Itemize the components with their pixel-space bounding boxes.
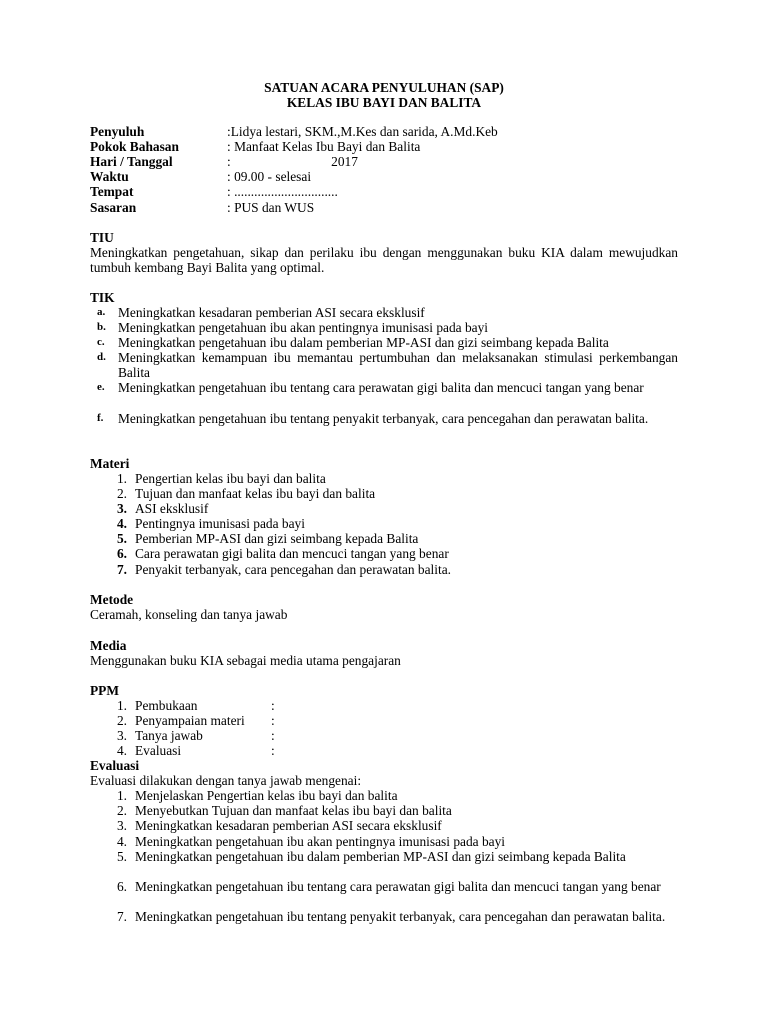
document-subtitle: KELAS IBU BAYI DAN BALITA [286,95,482,110]
list-marker: 6. [116,546,127,561]
list-item [97,380,678,395]
media-text: Menggunakan buku KIA sebagai media utama pengajaran [90,653,401,668]
list-marker: 1. [116,471,127,486]
evaluasi-intro: Evaluasi dilakukan dengan tanya jawab mengenai: [90,773,362,788]
list-item-text: Tanya jawab [135,728,203,743]
section-heading-ppm: PPM [90,683,119,698]
list-item-text: Tujuan dan manfaat kelas ibu bayi dan balita [135,486,376,501]
list-item [97,305,678,320]
meta-key-waktu: Waktu [90,169,129,184]
list-item [110,501,678,516]
list-item-text: Meningkatkan pengetahuan ibu akan pentingnya imunisasi pada bayi [135,834,506,849]
list-item-text: Penyampaian materi [135,713,245,728]
list-item-colon: : [271,698,275,713]
meta-key-hari-tanggal: Hari / Tanggal [90,154,173,169]
meta-key-tempat: Tempat [90,184,134,199]
list-item [110,803,678,818]
list-item [97,335,678,350]
meta-key-penyuluh: Penyuluh [90,124,145,139]
list-item [97,411,678,426]
list-item-text: Meningkatkan pengetahuan ibu tentang penyakit terbanyak, cara pencegahan dan perawatan balita. [118,411,649,426]
section-heading-materi: Materi [90,456,130,471]
meta-key-sasaran: Sasaran [90,200,137,215]
list-item-text: Meningkatkan pengetahuan ibu dalam pemberian MP-ASI dan gizi seimbang kepada Balita [118,335,609,350]
list-item [110,486,678,501]
section-heading-tiu: TIU [90,230,114,245]
list-item [97,350,678,380]
list-marker: 2. [116,486,127,501]
list-marker: e. [97,381,105,393]
tiu-text: Meningkatkan pengetahuan, sikap dan perilaku ibu dengan menggunakan buku KIA dalam mewujudkan tumbuh kembang Bayi Balita yang optimal. [90,245,678,275]
list-marker: d. [97,351,106,363]
list-item-text: Meningkatkan pengetahuan ibu tentang cara perawatan gigi balita dan mencuci tangan yang benar [118,380,644,395]
list-marker: 3. [116,501,127,516]
list-item-text: ASI eksklusif [135,501,209,516]
list-marker: 1. [116,788,127,803]
list-marker: 4. [116,834,127,849]
list-item-text: Penyakit terbanyak, cara pencegahan dan perawatan balita. [135,562,452,577]
list-marker: 5. [116,849,127,864]
section-heading-metode: Metode [90,592,134,607]
list-marker: 2. [116,713,127,728]
list-marker: c. [97,336,105,348]
list-item-text: Meningkatkan pengetahuan ibu akan pentingnya imunisasi pada bayi [118,320,489,335]
list-item-text: Meningkatkan kesadaran pemberian ASI secara eksklusif [118,305,425,320]
list-item [110,879,678,894]
list-marker: 5. [116,531,127,546]
list-item-text: Cara perawatan gigi balita dan mencuci tangan yang benar [135,546,449,561]
list-item-text: Meningkatkan pengetahuan ibu dalam pemberian MP-ASI dan gizi seimbang kepada Balita [135,849,626,864]
list-marker: b. [97,321,106,333]
metode-text: Ceramah, konseling dan tanya jawab [90,607,288,622]
list-item-text: Meningkatkan kesadaran pemberian ASI secara eksklusif [135,818,442,833]
list-item-colon: : [271,713,275,728]
list-marker: 7. [116,909,127,924]
list-item [97,320,678,335]
list-item [110,516,678,531]
list-item-text: Menyebutkan Tujuan dan manfaat kelas ibu bayi dan balita [135,803,452,818]
list-item-text: Meningkatkan kemampuan ibu memantau pertumbuhan dan melaksanakan stimulasi perkembangan Balita [118,350,678,380]
list-marker: 2. [116,803,127,818]
section-heading-evaluasi: Evaluasi [90,758,140,773]
list-marker: 1. [116,698,127,713]
meta-value-tempat: : ............................... [227,184,338,199]
list-item [110,909,678,924]
list-marker: 4. [116,516,127,531]
list-item [110,834,678,849]
list-item [110,531,678,546]
section-heading-media: Media [90,638,127,653]
list-item-colon: : [271,728,275,743]
list-item [110,849,678,864]
list-item [110,818,678,833]
list-item [110,562,678,577]
meta-value-hari-tanggal: : 2017 [227,154,358,169]
list-item [110,471,678,486]
list-item-text: Menjelaskan Pengertian kelas ibu bayi dan balita [135,788,398,803]
list-item-text: Meningkatkan pengetahuan ibu tentang penyakit terbanyak, cara pencegahan dan perawatan balita. [135,909,666,924]
meta-value-penyuluh: :Lidya lestari, SKM.,M.Kes dan sarida, A.Md.Keb [227,124,498,139]
list-item-text: Meningkatkan pengetahuan ibu tentang cara perawatan gigi balita dan mencuci tangan yang benar [135,879,661,894]
meta-value-sasaran: : PUS dan WUS [227,200,315,215]
list-marker: 6. [116,879,127,894]
list-item-text: Pengertian kelas ibu bayi dan balita [135,471,326,486]
list-item-text: Pemberian MP-ASI dan gizi seimbang kepada Balita [135,531,419,546]
list-marker: 4. [116,743,127,758]
list-item [110,788,678,803]
meta-value-pokok-bahasan: : Manfaat Kelas Ibu Bayi dan Balita [227,139,421,154]
meta-key-pokok-bahasan: Pokok Bahasan [90,139,179,154]
list-item-text: Evaluasi [135,743,182,758]
document-title: SATUAN ACARA PENYULUHAN (SAP) [264,80,504,95]
list-marker: 3. [116,728,127,743]
list-item [110,546,678,561]
list-marker: 7. [116,562,127,577]
list-item-text: Pentingnya imunisasi pada bayi [135,516,305,531]
section-heading-tik: TIK [90,290,115,305]
list-marker: a. [97,306,106,318]
meta-value-waktu: : 09.00 - selesai [227,169,312,184]
list-item-colon: : [271,743,275,758]
list-item-text: Pembukaan [135,698,198,713]
list-marker: 3. [116,818,127,833]
list-marker: f. [97,412,104,424]
